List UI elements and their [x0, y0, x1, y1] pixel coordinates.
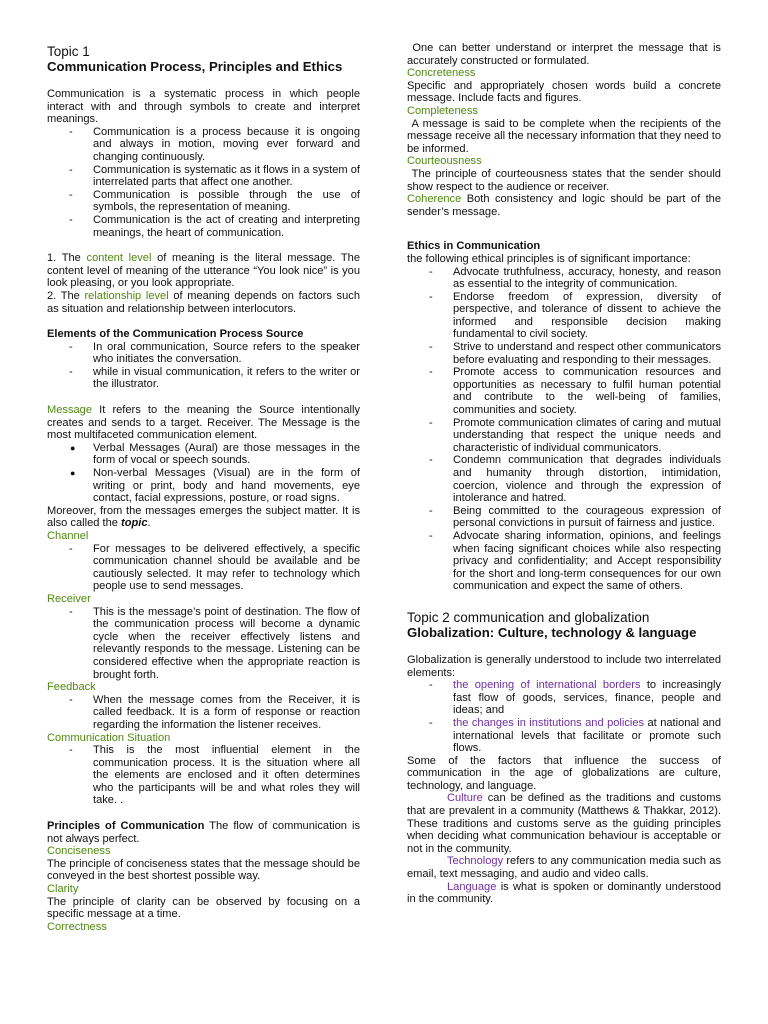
completeness-text: A message is said to be complete when the recipients of the message receive all the necessary information that they need to be informed.	[407, 117, 721, 155]
culture-term: Culture	[447, 792, 483, 805]
intro-paragraph: Communication is a systematic process in which people interact with and through symbols to create and interpret meanings.	[47, 88, 360, 126]
message-bullets	[47, 442, 360, 505]
list-item: - the opening of international borders to increasingly fast flow of goods, services, finance, people and ideas; and	[429, 679, 721, 717]
factors-paragraph: Some of the factors that influence the success of communication in the age of globalizations are culture, technology, and language.	[407, 754, 721, 792]
situation-term: Communication Situation	[47, 731, 171, 744]
ethics-list	[407, 266, 721, 593]
list-item: - Promote communication climates of caring and mutual understanding that respect the unique needs and characteristic of individual communicators.	[429, 416, 721, 454]
principles-paragraph: Principles of Communication The flow of communication is not always perfect.	[47, 820, 360, 845]
list-item: - Communication is systematic as it flows in a system of interrelated parts that affect one another.	[69, 163, 360, 189]
list-item: - the changes in institutions and policies at national and international levels that facilitate or promote such flows.	[429, 716, 721, 755]
technology-term: Technology	[447, 855, 504, 868]
topic2-label: Topic 2 communication and globalization	[407, 609, 650, 625]
topic-label: Topic 1	[47, 44, 90, 59]
intro-list	[47, 126, 360, 239]
list-item: - Advocate truthfulness, accuracy, honesty, and reason as essential to the integrity of communication.	[429, 265, 721, 291]
technology-paragraph: Technology refers to any communication media such as email, text messaging, and audio and video calls.	[407, 855, 721, 881]
concreteness-term: Concreteness	[407, 67, 476, 80]
coherence-term: Coherence	[407, 193, 462, 206]
courteousness-term: Courteousness	[407, 155, 482, 168]
left-column	[47, 0, 360, 933]
list-item: - Advocate sharing information, opinions, and feelings when facing significant choices while also respecting privacy and confidentiality; and Accept responsibility for the short and long-term consequences for our own communication and expect the same of others.	[429, 529, 721, 593]
elements-heading: Elements of the Communication Process Source	[47, 328, 304, 341]
coherence-paragraph: Coherence Both consistency and logic should be part of the sender’s message.	[407, 193, 721, 218]
list-item: - When the message comes from the Receiver, it is called feedback. It is a form of response or reaction regarding the information the listener receives.	[69, 693, 360, 731]
correctness-text: One can better understand or interpret the message that is accurately constructed or formulated.	[407, 42, 721, 67]
list-item: - Condemn communication that degrades individuals and humanity through distortion, intimidation, coercion, violence and through the expression of intolerance and hatred.	[429, 454, 721, 505]
topic2-title: Globalization: Culture, technology & language	[407, 624, 697, 640]
conciseness-text: The principle of conciseness states that the message should be conveyed in the best shortest possible way.	[47, 857, 360, 883]
culture-paragraph: Culture can be defined as the traditions and customs that are prevalent in a community (Matthews & Thakkar, 2012). These traditions and customs serve as the guiding principles when deciding what communication behaviour is acceptable or not in the community.	[407, 792, 721, 855]
list-item: - Promote access to communication resources and opportunities as necessary to fulfil human potential and contribute to the well-being of families, communities and society.	[429, 366, 721, 417]
conciseness-term: Conciseness	[47, 845, 111, 858]
list-item: - In oral communication, Source refers to the speaker who initiates the conversation.	[69, 340, 360, 366]
right-column	[407, 42, 721, 906]
globalization-list	[407, 679, 721, 755]
correctness-term: Correctness	[47, 920, 107, 933]
receiver-list	[47, 606, 360, 682]
list-item: - Communication is the act of creating and interpreting meanings, the heart of communication.	[69, 213, 360, 239]
message-term: Message	[47, 404, 93, 417]
topic-term: topic	[121, 517, 148, 530]
list-item: - This is the message’s point of destination. The flow of the communication process will become a dynamic cycle when the receiver effectively listens and relevantly responds to the message. Listening can be considered effective when the appropriate reaction is brought forth.	[69, 605, 360, 681]
relationship-level-term: relationship level	[84, 289, 169, 302]
courteousness-text: The principle of courteousness states that the sender should show respect to the audience or receiver.	[407, 167, 721, 193]
list-item: - Endorse freedom of expression, diversity of perspective, and tolerance of dissent to achieve the informed and responsible decision making fundamental to civil society.	[429, 290, 721, 341]
ethics-heading: Ethics in Communication	[407, 240, 541, 253]
channel-list	[47, 543, 360, 593]
receiver-term: Receiver	[47, 592, 91, 605]
feedback-list	[47, 694, 360, 732]
message-paragraph: Message It refers to the meaning the Source intentionally creates and sends to a target. Receiver. The Message is the most multifaceted communication element.	[47, 404, 360, 442]
list-item: - Being committed to the courageous expression of personal convictions in pursuit of fairness and justice.	[429, 504, 721, 530]
language-term: Language	[447, 880, 497, 893]
content-level-term: content level	[86, 252, 152, 265]
list-item: - Communication is possible through the use of symbols, the representation of meaning.	[69, 188, 360, 214]
completeness-term: Completeness	[407, 104, 478, 117]
list-item: - Communication is a process because it is ongoing and always in motion, moving ever forward and changing continuously.	[69, 125, 360, 163]
ethics-intro: the following ethical principles is of significant importance:	[407, 252, 691, 265]
feedback-term: Feedback	[47, 681, 96, 694]
concreteness-text: Specific and appropriately chosen words build a concrete message. Include facts and figures.	[407, 79, 721, 105]
language-paragraph: Language is what is spoken or dominantly understood in the community.	[407, 880, 721, 906]
globalization-intro: Globalization is generally understood to include two interrelated elements:	[407, 653, 721, 679]
list-item: - This is the most influential element in the communication process. It is the situation where all the elements are enclosed and it often determines who the participants will be and what roles they will take. .	[69, 744, 360, 807]
source-list	[47, 341, 360, 391]
relationship-level-paragraph: 2. The relationship level of meaning depends on factors such as situation and relationship between interlocutors.	[47, 289, 360, 315]
list-item: ● Verbal Messages (Aural) are those messages in the form of vocal or speech sounds.	[70, 441, 360, 467]
clarity-text: The principle of clarity can be observed by focusing on a specific message at a time.	[47, 895, 360, 921]
clarity-term: Clarity	[47, 883, 79, 896]
topic-title: Communication Process, Principles and Ethics	[47, 59, 343, 74]
list-item: - while in visual communication, it refers to the writer or the illustrator.	[69, 365, 360, 391]
list-item: - For messages to be delivered effectively, a specific communication channel should be available and be cautiously selected. It may refer to technology which people use to send messages.	[69, 542, 360, 593]
situation-list	[47, 744, 360, 807]
list-item: - Strive to understand and respect other communicators before evaluating and responding to their messages.	[429, 341, 721, 366]
principles-heading: Principles of Communication	[47, 820, 205, 833]
moreover-paragraph: Moreover, from the messages emerges the subject matter. It is also called the topic.	[47, 504, 360, 530]
list-item: ● Non-verbal Messages (Visual) are in the form of writing or print, body and hand movements, eye contact, facial expressions, posture, or road signs.	[70, 467, 360, 505]
content-level-paragraph: 1. The content level of meaning is the literal message. The content level of meaning of the utterance “You look nice” is you look pleasing, or you look appropriate.	[47, 252, 360, 290]
channel-term: Channel	[47, 530, 89, 542]
